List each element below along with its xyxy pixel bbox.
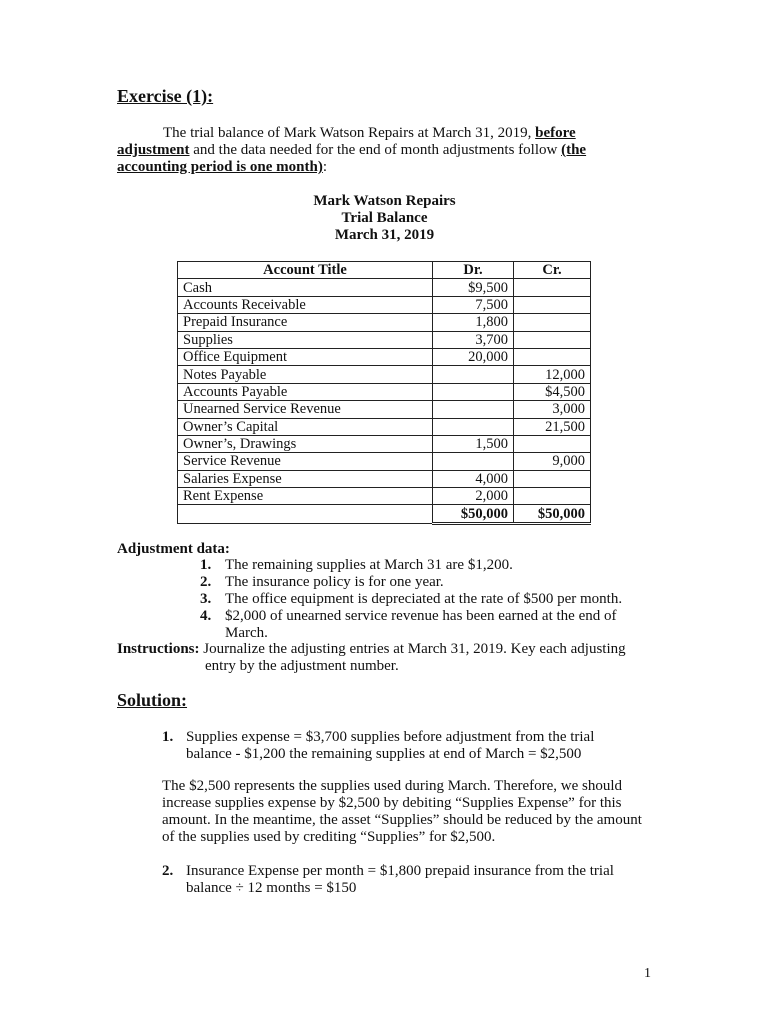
solution-heading: Solution: [117, 690, 188, 710]
cell-credit [514, 314, 591, 331]
solution-item-1 [162, 729, 642, 763]
cell-debit [433, 453, 514, 470]
adjustment-number: 4. [200, 608, 212, 624]
table-row [178, 453, 591, 470]
list-item [200, 574, 645, 591]
trial-balance-table [177, 261, 591, 525]
adjustment-number: 1. [200, 557, 212, 573]
table-row [178, 366, 591, 383]
cell-debit: 1,500 [433, 435, 514, 452]
adjustment-text: The office equipment is depreciated at the rate of $500 per month. [225, 591, 623, 607]
table-row [178, 383, 591, 400]
list-item [200, 557, 645, 574]
table-row [178, 348, 591, 365]
cell-credit [514, 279, 591, 296]
company-name: Mark Watson Repairs [313, 193, 456, 209]
adjustment-text: The insurance policy is for one year. [225, 574, 444, 590]
table-total-row [178, 505, 591, 523]
cell-debit: $9,500 [433, 279, 514, 296]
intro-before-adjustment: before adjustment [117, 125, 576, 158]
cell-credit [514, 296, 591, 313]
cell-account: Owner’s Capital [178, 418, 433, 435]
cell-debit [433, 401, 514, 418]
cell-credit [514, 435, 591, 452]
cell-credit [514, 348, 591, 365]
cell-account: Service Revenue [178, 453, 433, 470]
cell-credit [514, 470, 591, 487]
total-credit: $50,000 [514, 505, 591, 523]
adjustment-text: The remaining supplies at March 31 are $1,200. [225, 557, 513, 573]
intro-text-3: : [322, 159, 328, 175]
table-header-row [178, 262, 591, 279]
cell-account: Rent Expense [178, 488, 433, 505]
cell-credit [514, 331, 591, 348]
adjustment-list [200, 557, 645, 642]
header-credit: Cr. [514, 262, 591, 279]
statement-date: March 31, 2019 [334, 227, 435, 243]
page-number: 1 [644, 966, 651, 981]
cell-account: Cash [178, 279, 433, 296]
table-row [178, 296, 591, 313]
cell-account: Office Equipment [178, 348, 433, 365]
header-debit: Dr. [433, 262, 514, 279]
list-item [200, 608, 645, 642]
cell-credit: 3,000 [514, 401, 591, 418]
table-row [178, 470, 591, 487]
table-row [178, 331, 591, 348]
table-row [178, 488, 591, 505]
instructions-label: Instructions: [117, 641, 200, 657]
header-account-title: Account Title [178, 262, 433, 279]
cell-debit: 4,000 [433, 470, 514, 487]
solution-item-1-number: 1. [162, 729, 174, 745]
intro-paragraph [117, 125, 607, 176]
trial-balance-title-block [177, 193, 592, 244]
cell-debit: 20,000 [433, 348, 514, 365]
solution-item-2-text: Insurance Expense per month = $1,800 prepaid insurance from the trial balance ÷ 12 months = $150 [186, 863, 614, 896]
statement-title: Trial Balance [341, 210, 428, 226]
table-row [178, 435, 591, 452]
cell-debit: 3,700 [433, 331, 514, 348]
exercise-heading: Exercise (1): [117, 86, 214, 106]
cell-account: Notes Payable [178, 366, 433, 383]
cell-account: Accounts Receivable [178, 296, 433, 313]
cell-account: Owner’s, Drawings [178, 435, 433, 452]
cell-account: Prepaid Insurance [178, 314, 433, 331]
table-row [178, 279, 591, 296]
cell-debit [433, 383, 514, 400]
intro-period-note: (the accounting period is one month) [117, 142, 587, 175]
solution-item-2-number: 2. [162, 863, 174, 879]
total-label [178, 505, 433, 523]
cell-credit: 12,000 [514, 366, 591, 383]
adjustment-number: 3. [200, 591, 212, 607]
cell-credit [514, 488, 591, 505]
cell-credit: 9,000 [514, 453, 591, 470]
table-row [178, 418, 591, 435]
table-row [178, 314, 591, 331]
solution-item-1-text: Supplies expense = $3,700 supplies before adjustment from the trial balance - $1,200 the remaining supplies at end of March = $2,500 [186, 729, 595, 762]
cell-debit [433, 418, 514, 435]
cell-credit: $4,500 [514, 383, 591, 400]
instructions-line-2: entry by the adjustment number. [205, 658, 399, 674]
cell-account: Unearned Service Revenue [178, 401, 433, 418]
cell-account: Supplies [178, 331, 433, 348]
intro-text-1: The trial balance of Mark Watson Repairs at March 31, 2019, [163, 125, 532, 141]
total-debit: $50,000 [433, 505, 514, 523]
cell-debit: 1,800 [433, 314, 514, 331]
adjustment-data-heading: Adjustment data: [117, 541, 230, 557]
solution-item-2 [162, 863, 642, 897]
cell-debit [433, 366, 514, 383]
cell-account: Accounts Payable [178, 383, 433, 400]
instructions-line-1: Journalize the adjusting entries at March 31, 2019. Key each adjusting [203, 641, 626, 657]
solution-paragraph: The $2,500 represents the supplies used during March. Therefore, we should increase supplies expense by $2,500 by debiting “Supplies Expense” for this amount. In the meantime, the asset “Supplies” should be reduced by the amount of the supplies used by crediting “Supplies” for $2,500. [162, 778, 642, 845]
table-row [178, 401, 591, 418]
cell-credit: 21,500 [514, 418, 591, 435]
instructions [117, 641, 647, 675]
adjustment-text: $2,000 of unearned service revenue has been earned at the end of March. [225, 608, 617, 641]
adjustment-number: 2. [200, 574, 212, 590]
cell-account: Salaries Expense [178, 470, 433, 487]
intro-text-2: and the data needed for the end of month adjustments follow [193, 142, 558, 158]
cell-debit: 2,000 [433, 488, 514, 505]
cell-debit: 7,500 [433, 296, 514, 313]
list-item [200, 591, 645, 608]
